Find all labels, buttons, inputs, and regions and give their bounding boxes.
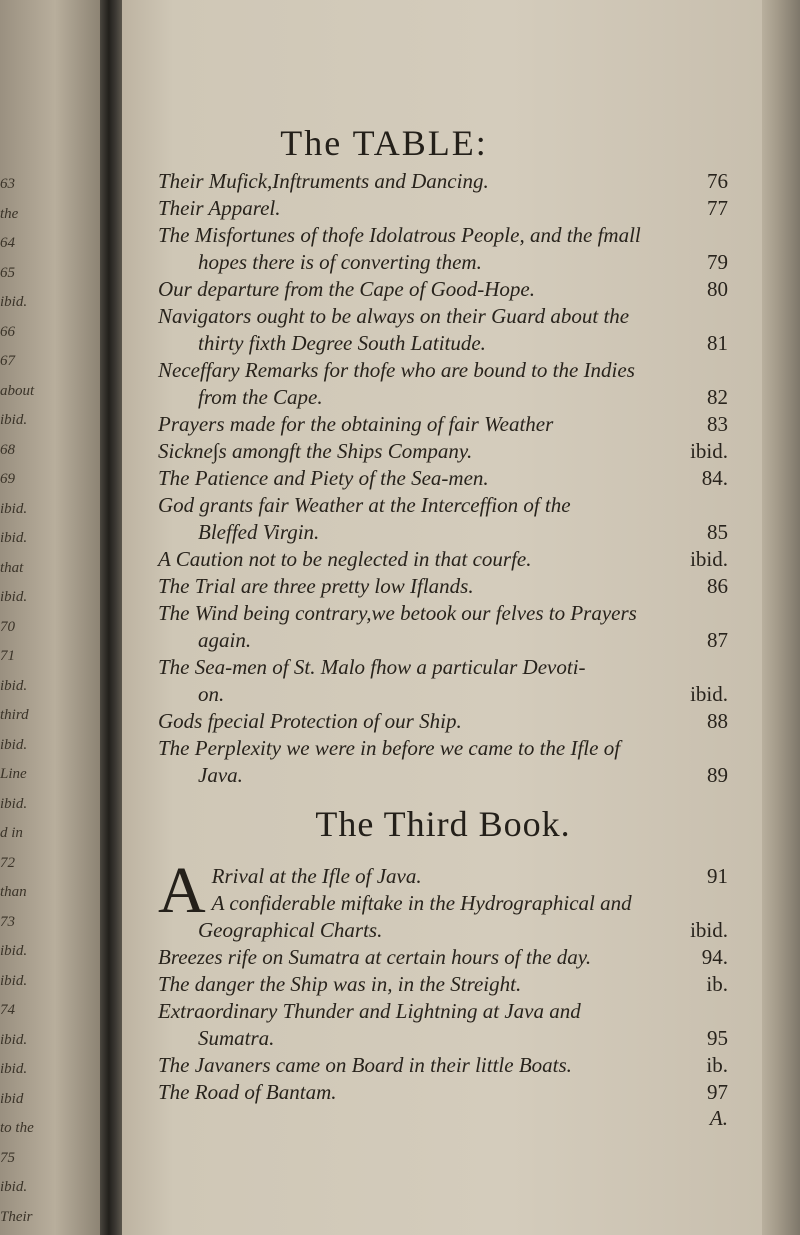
contents-list-second-book [158,168,728,789]
entry-title [158,944,728,971]
book-heading: The Third Book. [315,804,571,844]
entry-title-line: The Perplexity we were in before we came to the Ifle of [158,736,621,760]
entry-title [158,1079,728,1106]
facing-page-fragment: about [0,382,35,399]
entry-title-line: The Wind being contrary,we betook our felves to Prayers [158,601,637,625]
facing-page-fragment: ibid. [0,972,28,989]
contents-entry [158,708,728,735]
entry-page-number: ibid. [690,439,728,463]
entry-title [158,222,728,276]
entry-title-line: from the Cape. [198,385,323,409]
contents-entry [158,735,728,789]
facing-page-fragment: the [0,205,19,222]
contents-entry [158,411,728,438]
entry-title-line: The Trial are three pretty low Iflands. [158,574,474,598]
facing-page-fragment: 65 [0,264,15,281]
entry-title [158,492,728,546]
entry-title [158,573,728,600]
facing-page-fragment: 64 [0,235,15,251]
entry-title [158,357,728,411]
facing-page-fragment: ibid. [0,677,28,694]
contents-list-third-book [158,854,728,1106]
entry-title [158,998,728,1052]
facing-page-fragment: 68 [0,441,15,458]
facing-page-fragment: Line [0,766,27,782]
contents-entry [158,1052,728,1079]
facing-page-fragment: ibid. [0,294,28,310]
entry-page-number: ibid. [690,547,728,571]
entry-title [158,708,728,735]
facing-page-fragment: ibid. [0,500,28,517]
entry-title [158,890,728,944]
contents-entry [158,438,728,465]
entry-title-line: The Road of Bantam. [158,1080,337,1104]
facing-page-fragment: d in [0,825,23,841]
entry-page-number: 76 [707,169,728,193]
entry-page-number: 77 [707,196,728,220]
entry-page-number: 79 [707,250,728,274]
contents-entry [158,573,728,600]
entry-title-line: again. [198,628,252,652]
facing-page-fragment: than [0,884,27,900]
contents-entry [158,492,728,546]
contents-entry [158,195,728,222]
entry-title-line: Rrival at the Ifle of Java. [211,864,422,888]
contents-entry [158,971,728,998]
facing-page-fragment: 74 [0,1002,15,1018]
entry-title-line: Navigators ought to be always on their Guard about the [158,304,630,328]
facing-page-fragment: 63 [0,176,15,192]
entry-page-number: ib. [706,1053,728,1077]
contents-entry [158,222,728,276]
entry-page-number: 83 [707,412,728,436]
catchword-row [158,1106,728,1134]
entry-page-number: ibid. [690,682,728,706]
page-edge [762,0,800,1235]
entry-page-number: 87 [707,628,728,652]
entry-title-line: God grants fair Weather at the Interceffion of the [158,493,571,517]
contents-entry [158,303,728,357]
facing-page-fragment: ibid. [0,412,28,428]
entry-title-line: A Caution not to be neglected in that courfe. [158,547,532,571]
facing-page-fragment: ibid. [0,530,28,546]
entry-title-line: The Misfortunes of thofe Idolatrous People, and the fmall [158,223,641,247]
facing-page-fragment: 72 [0,854,15,871]
entry-title [158,600,728,654]
entry-title [158,1052,728,1079]
entry-page-number: ib. [706,972,728,996]
facing-page-fragment: third [0,707,29,723]
entry-title-line: hopes there is of converting them. [198,250,482,274]
entry-title-line: Sumatra. [198,1026,275,1050]
entry-title [158,438,728,465]
entry-page-number: 91 [707,864,728,888]
book-spine [100,0,122,1235]
contents-entry [158,998,728,1052]
contents-entry [158,357,728,411]
entry-title-line: Gods fpecial Protection of our Ship. [158,709,462,733]
entry-title-line: The danger the Ship was in, in the Streight. [158,972,522,996]
entry-title-line: on. [198,682,225,706]
entry-title [158,195,728,222]
running-head: The TABLE: [280,123,488,163]
facing-page-fragment: 67 [0,353,15,369]
facing-page-fragment: that [0,559,24,576]
entry-title-line: Java. [198,763,243,787]
entry-page-number: 85 [707,520,728,544]
contents-entry [158,276,728,303]
entry-page-number: 97 [707,1080,728,1104]
entry-title-line: Their Mufick,Inftruments and Dancing. [158,169,489,193]
entry-page-number: 88 [707,709,728,733]
facing-page-fragment: ibid. [0,1031,28,1048]
entry-page-number: 84. [701,466,728,490]
entry-title [158,411,728,438]
entry-title-line: Extraordinary Thunder and Lightning at Java and [158,999,581,1023]
contents-entry [158,1079,728,1106]
facing-page-fragment: 70 [0,618,15,635]
entry-title-line: Geographical Charts. [198,918,383,942]
entry-page-number: 89 [707,763,728,787]
entry-title-line: The Javaners came on Board in their little Boats. [158,1053,572,1077]
facing-page-fragment: ibid. [0,795,28,812]
facing-page-fragment: ibid [0,1090,24,1107]
drop-cap: A [158,854,206,927]
entry-title [158,168,728,195]
entry-title-line: Breezes rife on Sumatra at certain hours of the day. [158,945,592,969]
entry-title [158,654,728,708]
entry-page-number: ibid. [690,918,728,942]
entry-page-number: 82 [707,385,728,409]
entry-page-number: 80 [707,277,728,301]
entry-title-line: A confiderable miftake in the Hydrographical and [211,891,632,915]
entry-page-number: 86 [707,574,728,598]
entry-title-line: Their Apparel. [158,196,281,220]
facing-page-fragment: ibid. [0,1061,28,1077]
entry-title-line: The Sea-men of St. Malo fhow a particular Devoti- [158,655,586,679]
entry-title-line: Neceffary Remarks for thofe who are bound to the Indies [158,358,635,382]
entry-page-number: 95 [707,1026,728,1050]
entry-title [158,276,728,303]
entry-title-line: Prayers made for the obtaining of fair Weather [158,412,554,436]
entry-title-line: The Patience and Piety of the Sea-men. [158,466,489,490]
entry-title [158,735,728,789]
facing-page-fragment: 75 [0,1149,15,1166]
entry-page-number: 81 [707,331,728,355]
contents-entry [158,654,728,708]
facing-page-margin [0,0,100,1235]
contents-entry [158,944,728,971]
entry-title [158,971,728,998]
book-page [122,0,762,1235]
entry-title-line: thirty fixth Degree South Latitude. [198,331,486,355]
facing-page-fragment: 73 [0,913,15,930]
facing-page-fragment: ibid. [0,589,28,605]
facing-page-fragment: 66 [0,323,15,340]
entry-title-line: Bleffed Virgin. [198,520,320,544]
entry-page-number: 94. [701,945,728,969]
entry-title-line: Sickne∫s amongft the Ships Company. [158,439,473,463]
entry-title [158,546,728,573]
facing-page-fragment: 71 [0,648,15,664]
contents-entry [158,465,728,492]
entry-title [158,465,728,492]
facing-page-fragment: ibid. [0,1179,28,1195]
contents-entry [158,546,728,573]
entry-title-line: Our departure from the Cape of Good-Hope. [158,277,535,301]
facing-page-fragment: ibid. [0,943,28,959]
table-of-contents [158,168,728,1134]
entry-title [158,303,728,357]
contents-entry [158,168,728,195]
facing-page-fragment: to the [0,1120,34,1136]
facing-page-fragment: 69 [0,471,15,487]
facing-page-fragment: Their [0,1208,33,1225]
contents-entry [158,600,728,654]
facing-page-fragment: ibid. [0,736,28,753]
catchword: A. [709,1106,728,1130]
contents-entry [158,890,728,944]
